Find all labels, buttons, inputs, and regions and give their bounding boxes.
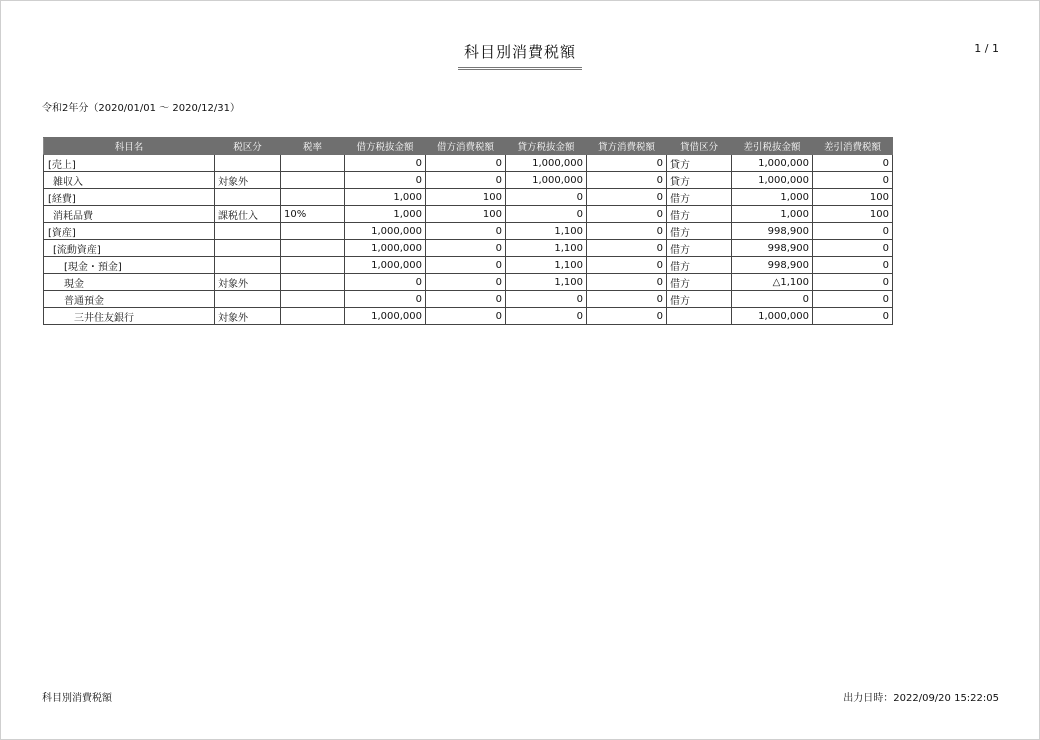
debit-amount-ex-tax: 1,000 <box>345 189 426 206</box>
debit-amount-ex-tax: 1,000,000 <box>345 257 426 274</box>
credit-amount-ex-tax: 0 <box>506 189 587 206</box>
account-name: 三井住友銀行 <box>44 308 215 325</box>
credit-amount-ex-tax: 1,000,000 <box>506 172 587 189</box>
tax-type <box>215 223 281 240</box>
tax-type: 対象外 <box>215 172 281 189</box>
debit-credit-side: 借方 <box>667 240 732 257</box>
tax-type <box>215 257 281 274</box>
net-tax-amount: 0 <box>813 240 893 257</box>
report-title-area <box>1 41 1039 70</box>
table-row <box>44 155 893 172</box>
credit-amount-ex-tax: 0 <box>506 206 587 223</box>
report-title: 科目別消費税額 <box>458 41 582 70</box>
column-header: 差引税抜金額 <box>732 138 813 155</box>
tax-rate <box>281 240 345 257</box>
account-name: 普通預金 <box>44 291 215 308</box>
net-tax-amount: 0 <box>813 223 893 240</box>
tax-type: 課税仕入 <box>215 206 281 223</box>
debit-amount-ex-tax: 1,000 <box>345 206 426 223</box>
debit-tax-amount: 0 <box>426 257 506 274</box>
credit-tax-amount: 0 <box>587 155 667 172</box>
tax-type <box>215 291 281 308</box>
credit-amount-ex-tax: 1,100 <box>506 257 587 274</box>
account-name: 雑収入 <box>44 172 215 189</box>
debit-credit-side: 貸方 <box>667 155 732 172</box>
debit-credit-side: 借方 <box>667 189 732 206</box>
net-tax-amount: 100 <box>813 189 893 206</box>
debit-credit-side: 借方 <box>667 274 732 291</box>
net-amount-ex-tax: 1,000,000 <box>732 308 813 325</box>
debit-credit-side: 借方 <box>667 291 732 308</box>
net-tax-amount: 0 <box>813 257 893 274</box>
debit-tax-amount: 100 <box>426 206 506 223</box>
debit-amount-ex-tax: 0 <box>345 155 426 172</box>
debit-amount-ex-tax: 0 <box>345 291 426 308</box>
net-tax-amount: 100 <box>813 206 893 223</box>
column-header: 科目名 <box>44 138 215 155</box>
debit-credit-side: 貸方 <box>667 172 732 189</box>
tax-type: 対象外 <box>215 274 281 291</box>
credit-tax-amount: 0 <box>587 206 667 223</box>
credit-amount-ex-tax: 1,100 <box>506 223 587 240</box>
net-amount-ex-tax: 1,000,000 <box>732 155 813 172</box>
column-header: 差引消費税額 <box>813 138 893 155</box>
debit-tax-amount: 0 <box>426 240 506 257</box>
net-tax-amount: 0 <box>813 308 893 325</box>
debit-tax-amount: 0 <box>426 308 506 325</box>
net-tax-amount: 0 <box>813 172 893 189</box>
net-tax-amount: 0 <box>813 155 893 172</box>
debit-amount-ex-tax: 0 <box>345 172 426 189</box>
tax-rate <box>281 155 345 172</box>
tax-rate: 10% <box>281 206 345 223</box>
table-row <box>44 308 893 325</box>
debit-amount-ex-tax: 1,000,000 <box>345 308 426 325</box>
credit-tax-amount: 0 <box>587 223 667 240</box>
debit-credit-side <box>667 308 732 325</box>
tax-summary-table <box>43 137 893 325</box>
credit-tax-amount: 0 <box>587 189 667 206</box>
table-row <box>44 223 893 240</box>
tax-type <box>215 240 281 257</box>
credit-amount-ex-tax: 1,000,000 <box>506 155 587 172</box>
debit-credit-side: 借方 <box>667 206 732 223</box>
column-header: 借方税抜金額 <box>345 138 426 155</box>
debit-credit-side: 借方 <box>667 257 732 274</box>
tax-type <box>215 189 281 206</box>
table-row <box>44 257 893 274</box>
column-header: 貸借区分 <box>667 138 732 155</box>
tax-rate <box>281 291 345 308</box>
debit-tax-amount: 0 <box>426 223 506 240</box>
tax-rate <box>281 223 345 240</box>
table-row <box>44 291 893 308</box>
column-header: 貸方税抜金額 <box>506 138 587 155</box>
account-name: 消耗品費 <box>44 206 215 223</box>
credit-tax-amount: 0 <box>587 291 667 308</box>
account-name: [流動資産] <box>44 240 215 257</box>
tax-rate <box>281 257 345 274</box>
debit-tax-amount: 100 <box>426 189 506 206</box>
table-header-row <box>44 138 893 155</box>
tax-rate <box>281 274 345 291</box>
table-row <box>44 240 893 257</box>
credit-tax-amount: 0 <box>587 172 667 189</box>
tax-rate <box>281 189 345 206</box>
table-row <box>44 172 893 189</box>
tax-type <box>215 155 281 172</box>
tax-type: 対象外 <box>215 308 281 325</box>
debit-tax-amount: 0 <box>426 172 506 189</box>
debit-tax-amount: 0 <box>426 155 506 172</box>
net-tax-amount: 0 <box>813 274 893 291</box>
debit-amount-ex-tax: 1,000,000 <box>345 223 426 240</box>
account-name: [資産] <box>44 223 215 240</box>
debit-amount-ex-tax: 0 <box>345 274 426 291</box>
footer-output-datetime: 出力日時：2022/09/20 15:22:05 <box>843 693 999 704</box>
column-header: 税率 <box>281 138 345 155</box>
net-amount-ex-tax: 0 <box>732 291 813 308</box>
page-number: 1 / 1 <box>974 42 999 55</box>
credit-tax-amount: 0 <box>587 257 667 274</box>
table-row <box>44 189 893 206</box>
tax-rate <box>281 308 345 325</box>
table-row <box>44 206 893 223</box>
debit-tax-amount: 0 <box>426 291 506 308</box>
credit-amount-ex-tax: 0 <box>506 308 587 325</box>
debit-credit-side: 借方 <box>667 223 732 240</box>
tax-rate <box>281 172 345 189</box>
credit-tax-amount: 0 <box>587 240 667 257</box>
net-amount-ex-tax: 1,000,000 <box>732 172 813 189</box>
net-amount-ex-tax: 1,000 <box>732 189 813 206</box>
net-amount-ex-tax: 1,000 <box>732 206 813 223</box>
account-name: 現金 <box>44 274 215 291</box>
credit-amount-ex-tax: 1,100 <box>506 274 587 291</box>
net-amount-ex-tax: 998,900 <box>732 257 813 274</box>
account-name: [経費] <box>44 189 215 206</box>
column-header: 借方消費税額 <box>426 138 506 155</box>
footer-report-name: 科目別消費税額 <box>42 693 112 704</box>
net-amount-ex-tax: 998,900 <box>732 240 813 257</box>
column-header: 貸方消費税額 <box>587 138 667 155</box>
net-amount-ex-tax: 998,900 <box>732 223 813 240</box>
credit-amount-ex-tax: 1,100 <box>506 240 587 257</box>
credit-tax-amount: 0 <box>587 308 667 325</box>
credit-amount-ex-tax: 0 <box>506 291 587 308</box>
credit-tax-amount: 0 <box>587 274 667 291</box>
debit-tax-amount: 0 <box>426 274 506 291</box>
net-tax-amount: 0 <box>813 291 893 308</box>
fiscal-period: 令和2年分（2020/01/01 ～ 2020/12/31） <box>42 103 240 114</box>
net-amount-ex-tax: △1,100 <box>732 274 813 291</box>
column-header: 税区分 <box>215 138 281 155</box>
account-name: [売上] <box>44 155 215 172</box>
account-name: [現金・預金] <box>44 257 215 274</box>
table-row <box>44 274 893 291</box>
debit-amount-ex-tax: 1,000,000 <box>345 240 426 257</box>
